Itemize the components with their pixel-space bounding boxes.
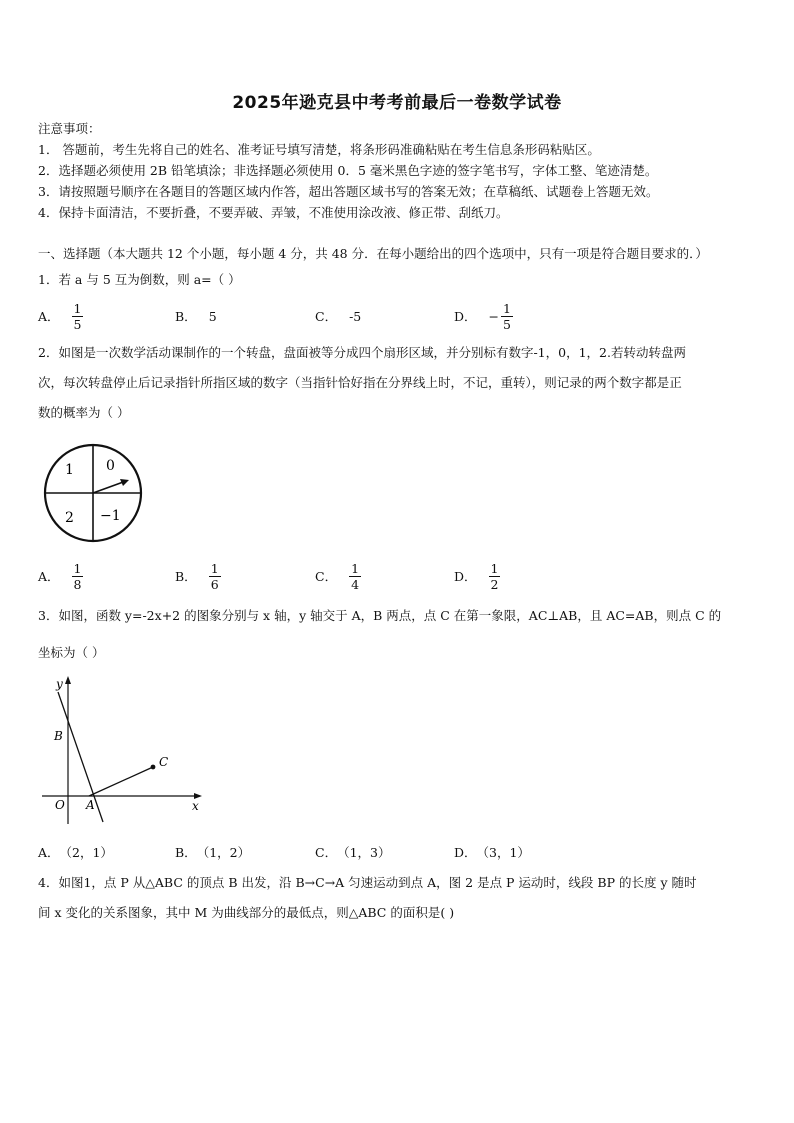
- q3-stem-line-1: 3．如图，函数 y=-2x+2 的图象分别与 x 轴，y 轴交于 A，B 两点，点 C 在第一象限，AC⊥AB，且 AC=AB，则点 C 的: [38, 608, 722, 623]
- denominator: 6: [210, 576, 219, 592]
- q1-options: [38, 296, 758, 336]
- option-label: C．: [315, 569, 338, 584]
- spinner-pointer: [93, 481, 126, 493]
- fraction: [489, 561, 501, 592]
- option-label: D．: [454, 309, 477, 324]
- q3-options: [38, 832, 758, 872]
- option-value: 5: [208, 308, 217, 324]
- q3-option-b[interactable]: [175, 832, 250, 872]
- q1-option-b[interactable]: [175, 296, 217, 336]
- option-label: A．: [38, 845, 60, 860]
- option-label: A．: [38, 309, 60, 324]
- q2-stem-line-1: 2．如图是一次数学活动课制作的一个转盘，盘面被等分成四个扇形区域，并分别标有数字-1，0，1，2.若转动转盘两: [38, 345, 686, 360]
- notice-item-1: 1． 答题前，考生先将自己的姓名、准考证号填写清楚，将条形码准确粘贴在考生信息条形码粘贴区。: [38, 142, 600, 157]
- notice-item-2: 2．选择题必须使用 2B 铅笔填涂；非选择题必须使用 0．5 毫米黑色字迹的签字笔书写，字体工整、笔迹清楚。: [38, 163, 658, 178]
- section-heading: 一、选择题（本大题共 12 个小题，每小题 4 分，共 48 分．在每小题给出的四个选项中，只有一项是符合题目要求的．）: [38, 246, 708, 261]
- q3-stem-line-2: 坐标为（ ）: [38, 645, 105, 660]
- q2-stem: [38, 338, 760, 428]
- option-value: （2，1）: [59, 845, 113, 860]
- numerator: 1: [73, 300, 82, 316]
- notice-item-3: 3．请按照题号顺序在各题目的答题区域内作答，超出答题区域书写的答案无效；在草稿纸、试题卷上答题无效。: [38, 184, 659, 199]
- option-label: B．: [175, 309, 197, 324]
- denominator: 5: [73, 316, 82, 332]
- q2-stem-line-3: 数的概率为（ ）: [38, 405, 130, 420]
- option-label: D．: [454, 845, 477, 860]
- denominator: 5: [503, 316, 511, 332]
- notice-heading: 注意事项：: [38, 121, 101, 136]
- y-axis-arrow-icon: [65, 676, 71, 684]
- q1-option-d[interactable]: [454, 296, 513, 336]
- q1-option-c[interactable]: [315, 296, 361, 336]
- option-value: （3，1）: [476, 845, 530, 860]
- q2-option-d[interactable]: [454, 556, 500, 596]
- option-label: D．: [454, 569, 477, 584]
- spinner-label-neg1: −1: [100, 508, 121, 524]
- option-label: B．: [175, 569, 197, 584]
- option-label: A．: [38, 569, 60, 584]
- q3-option-a[interactable]: [38, 832, 113, 872]
- q2-option-c[interactable]: [315, 556, 361, 596]
- q1-option-a[interactable]: [38, 296, 83, 336]
- point-c: [151, 765, 156, 770]
- fraction: [72, 301, 84, 332]
- denominator: 4: [351, 576, 360, 592]
- numerator: 1: [73, 560, 82, 576]
- y-axis-label: y: [56, 677, 63, 691]
- q1-stem: 1．若 a 与 5 互为倒数，则 a=（ ）: [38, 272, 241, 287]
- fraction: [209, 561, 221, 592]
- exam-title: 2025年逊克县中考考前最后一卷数学试卷: [232, 93, 562, 113]
- point-a-label: A: [86, 798, 95, 812]
- minus-sign: −: [488, 308, 500, 324]
- spinner-label-2: 2: [65, 510, 74, 526]
- point-c-label: C: [159, 755, 169, 769]
- spinner-label-0: 0: [106, 458, 115, 474]
- spinner-label-1: 1: [65, 462, 74, 478]
- numerator: 1: [210, 560, 219, 576]
- q4-stem-line-2: 间 x 变化的关系图象，其中 M 为曲线部分的最低点，则△ABC 的面积是( ): [38, 905, 455, 920]
- numerator: 1: [351, 560, 360, 576]
- fraction: [501, 301, 513, 332]
- option-value: （1，3）: [337, 845, 391, 860]
- notice-item-4: 4．保持卡面清洁，不要折叠，不要弄破、弄皱，不准使用涂改液、修正带、刮纸刀。: [38, 205, 509, 220]
- q2-stem-line-2: 次，每次转盘停止后记录指针所指区域的数字（当指针恰好指在分界线上时，不记，重转），则记录的两个数字都是正: [38, 375, 682, 390]
- q3-option-d[interactable]: [454, 832, 530, 872]
- spinner-figure: [40, 440, 150, 550]
- x-axis-label: x: [192, 799, 199, 813]
- origin-label: O: [55, 798, 65, 812]
- q2-option-b[interactable]: [175, 556, 221, 596]
- option-value: （1，2）: [196, 845, 251, 860]
- numerator: 1: [490, 560, 499, 576]
- option-label: C．: [315, 845, 338, 860]
- option-label: C．: [315, 309, 338, 324]
- point-b-label: B: [54, 729, 63, 743]
- numerator: 1: [503, 300, 511, 316]
- segment-ac: [89, 767, 153, 796]
- denominator: 2: [490, 576, 499, 592]
- q2-options: [38, 556, 758, 596]
- option-value: -5: [349, 308, 362, 324]
- option-label: B．: [175, 845, 197, 860]
- fraction: [72, 561, 84, 592]
- q3-option-c[interactable]: [315, 832, 390, 872]
- fraction: [349, 561, 361, 592]
- q2-option-a[interactable]: [38, 556, 83, 596]
- q3-graph-figure: [38, 672, 213, 832]
- q4-stem: [38, 868, 760, 928]
- q4-stem-line-1: 4．如图1，点 P 从△ABC 的顶点 B 出发，沿 B→C→A 匀速运动到点 A，图 2 是点 P 运动时，线段 BP 的长度 y 随时: [38, 875, 697, 890]
- denominator: 8: [73, 576, 82, 592]
